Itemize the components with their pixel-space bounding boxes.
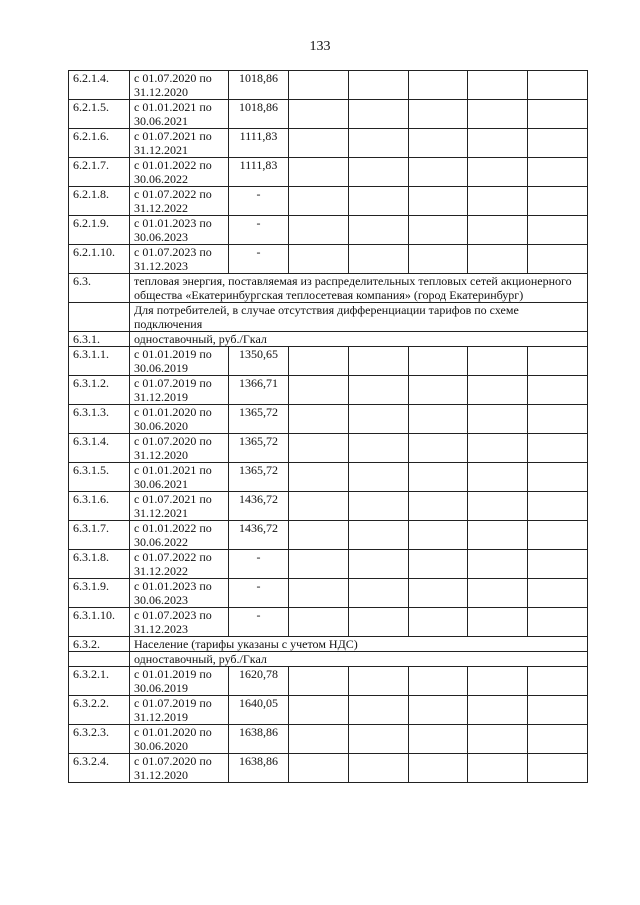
empty-cell [289,71,349,100]
period-cell [130,100,229,129]
period-cell [130,347,229,376]
table-row [69,696,588,725]
period-cell [130,579,229,608]
period-line: 31.12.2021 [134,143,188,157]
period-line: с 01.07.2023 по [134,245,212,259]
section-row [69,652,588,667]
empty-cell [528,492,588,521]
period-line: 30.06.2019 [134,681,188,695]
period-line: 31.12.2019 [134,710,188,724]
empty-cell [408,696,468,725]
table-row [69,129,588,158]
period-cell [130,245,229,274]
table-row [69,521,588,550]
period-cell [130,187,229,216]
empty-cell [348,521,408,550]
tariff-value: 1640,05 [229,696,289,725]
period-line: 30.06.2020 [134,739,188,753]
period-line: 31.12.2020 [134,448,188,462]
empty-cell [348,550,408,579]
empty-cell [528,376,588,405]
empty-cell [468,492,528,521]
period-cell [130,754,229,783]
empty-cell [408,71,468,100]
row-number: 6.3.2.3. [69,725,130,754]
empty-cell [528,405,588,434]
period-cell [130,463,229,492]
empty-cell [289,434,349,463]
table-row [69,245,588,274]
empty-cell [348,579,408,608]
empty-cell [289,216,349,245]
tariff-table-body [69,71,588,783]
empty-cell [468,71,528,100]
period-line: 30.06.2021 [134,477,188,491]
period-line: с 01.07.2019 по [134,376,212,390]
empty-cell [528,71,588,100]
empty-cell [468,754,528,783]
period-line: 30.06.2019 [134,361,188,375]
empty-cell [348,608,408,637]
period-line: с 01.01.2021 по [134,100,212,114]
empty-cell [408,158,468,187]
empty-cell [348,71,408,100]
empty-cell [528,187,588,216]
row-number: 6.2.1.8. [69,187,130,216]
tariff-value: - [229,579,289,608]
period-line: 30.06.2021 [134,114,188,128]
row-number: 6.3.1.8. [69,550,130,579]
tariff-value: 1436,72 [229,492,289,521]
section-number [69,652,130,667]
tariff-value: - [229,608,289,637]
period-line: с 01.01.2022 по [134,521,212,535]
row-number: 6.3.1.9. [69,579,130,608]
row-number: 6.3.1.10. [69,608,130,637]
row-number: 6.3.2.2. [69,696,130,725]
empty-cell [468,347,528,376]
period-line: с 01.07.2020 по [134,434,212,448]
period-cell [130,129,229,158]
empty-cell [289,245,349,274]
period-line: 30.06.2022 [134,535,188,549]
section-row [69,332,588,347]
empty-cell [289,347,349,376]
empty-cell [408,376,468,405]
period-cell [130,608,229,637]
period-cell [130,725,229,754]
tariff-value: - [229,245,289,274]
tariff-value: 1350,65 [229,347,289,376]
table-row [69,579,588,608]
empty-cell [348,187,408,216]
empty-cell [468,667,528,696]
table-row [69,608,588,637]
period-line: 31.12.2022 [134,201,188,215]
table-row [69,463,588,492]
section-number: 6.3.2. [69,637,130,652]
period-cell [130,158,229,187]
empty-cell [528,245,588,274]
row-number: 6.2.1.5. [69,100,130,129]
empty-cell [408,608,468,637]
period-cell [130,521,229,550]
period-cell [130,216,229,245]
row-number: 6.3.1.7. [69,521,130,550]
row-number: 6.3.2.4. [69,754,130,783]
tariff-value: 1111,83 [229,129,289,158]
period-line: 30.06.2023 [134,593,188,607]
empty-cell [468,187,528,216]
table-row [69,405,588,434]
tariff-table [68,70,588,783]
empty-cell [468,245,528,274]
empty-cell [289,521,349,550]
empty-cell [289,376,349,405]
empty-cell [348,347,408,376]
tariff-value: 1638,86 [229,725,289,754]
tariff-value: 1365,72 [229,434,289,463]
empty-cell [528,347,588,376]
empty-cell [408,550,468,579]
empty-cell [348,158,408,187]
tariff-value: 1018,86 [229,71,289,100]
row-number: 6.2.1.9. [69,216,130,245]
period-cell [130,492,229,521]
period-cell [130,696,229,725]
period-line: 31.12.2020 [134,768,188,782]
empty-cell [528,579,588,608]
section-heading: тепловая энергия, поставляемая из распределительных тепловых сетей акционерного общества «Екатеринбургская теплосетевая компания» (город Екатеринбург) [130,274,588,303]
empty-cell [289,492,349,521]
empty-cell [289,463,349,492]
empty-cell [348,100,408,129]
empty-cell [289,405,349,434]
period-line: с 01.07.2020 по [134,754,212,768]
table-row [69,347,588,376]
period-line: 31.12.2020 [134,85,188,99]
empty-cell [468,405,528,434]
empty-cell [348,245,408,274]
empty-cell [468,521,528,550]
tariff-value: - [229,216,289,245]
empty-cell [289,754,349,783]
period-cell [130,71,229,100]
period-line: 31.12.2022 [134,564,188,578]
empty-cell [289,550,349,579]
empty-cell [528,667,588,696]
empty-cell [528,725,588,754]
page-number: 133 [309,39,331,54]
section-number: 6.3.1. [69,332,130,347]
row-number: 6.3.2.1. [69,667,130,696]
empty-cell [528,521,588,550]
period-cell [130,550,229,579]
empty-cell [528,100,588,129]
empty-cell [348,492,408,521]
period-line: с 01.07.2022 по [134,550,212,564]
empty-cell [348,463,408,492]
empty-cell [528,216,588,245]
empty-cell [408,347,468,376]
period-line: с 01.07.2022 по [134,187,212,201]
period-line: 31.12.2019 [134,390,188,404]
empty-cell [528,158,588,187]
empty-cell [289,667,349,696]
table-row [69,376,588,405]
empty-cell [289,725,349,754]
row-number: 6.2.1.7. [69,158,130,187]
section-row [69,274,588,303]
empty-cell [289,608,349,637]
empty-cell [528,434,588,463]
period-cell [130,376,229,405]
empty-cell [408,187,468,216]
section-heading: Население (тарифы указаны с учетом НДС) [130,637,588,652]
empty-cell [348,696,408,725]
period-line: с 01.01.2023 по [134,579,212,593]
period-line: с 01.07.2023 по [134,608,212,622]
empty-cell [408,667,468,696]
tariff-value: 1366,71 [229,376,289,405]
empty-cell [468,216,528,245]
empty-cell [408,492,468,521]
period-line: 30.06.2022 [134,172,188,186]
period-cell [130,434,229,463]
empty-cell [408,725,468,754]
tariff-value: 1018,86 [229,100,289,129]
row-number: 6.2.1.4. [69,71,130,100]
empty-cell [289,129,349,158]
empty-cell [348,376,408,405]
empty-cell [408,129,468,158]
empty-cell [468,158,528,187]
empty-cell [468,550,528,579]
empty-cell [468,696,528,725]
empty-cell [348,129,408,158]
tariff-value: 1436,72 [229,521,289,550]
period-line: с 01.01.2019 по [134,667,212,681]
section-number: 6.3. [69,274,130,303]
empty-cell [348,434,408,463]
period-line: с 01.01.2020 по [134,725,212,739]
period-line: 30.06.2020 [134,419,188,433]
tariff-value: 1638,86 [229,754,289,783]
period-line: с 01.01.2022 по [134,158,212,172]
empty-cell [289,579,349,608]
empty-cell [468,100,528,129]
empty-cell [408,463,468,492]
row-number: 6.3.1.3. [69,405,130,434]
tariff-value: 1365,72 [229,405,289,434]
row-number: 6.2.1.6. [69,129,130,158]
period-line: с 01.01.2021 по [134,463,212,477]
empty-cell [408,754,468,783]
empty-cell [348,216,408,245]
empty-cell [408,579,468,608]
tariff-value: 1111,83 [229,158,289,187]
table-row [69,71,588,100]
table-row [69,725,588,754]
row-number: 6.3.1.1. [69,347,130,376]
period-line: 31.12.2023 [134,622,188,636]
table-row [69,550,588,579]
table-row [69,187,588,216]
tariff-value: 1365,72 [229,463,289,492]
period-cell [130,667,229,696]
table-row [69,158,588,187]
empty-cell [468,129,528,158]
period-line: 31.12.2021 [134,506,188,520]
empty-cell [289,187,349,216]
empty-cell [468,579,528,608]
section-row [69,303,588,332]
row-number: 6.3.1.5. [69,463,130,492]
empty-cell [289,158,349,187]
empty-cell [468,608,528,637]
empty-cell [528,754,588,783]
empty-cell [468,434,528,463]
tariff-value: - [229,187,289,216]
empty-cell [408,405,468,434]
empty-cell [408,216,468,245]
empty-cell [528,550,588,579]
empty-cell [408,521,468,550]
empty-cell [289,100,349,129]
section-row [69,637,588,652]
empty-cell [528,696,588,725]
empty-cell [348,667,408,696]
table-row [69,492,588,521]
empty-cell [348,405,408,434]
empty-cell [408,434,468,463]
table-row [69,754,588,783]
empty-cell [528,463,588,492]
empty-cell [528,129,588,158]
tariff-value: 1620,78 [229,667,289,696]
period-line: с 01.07.2021 по [134,492,212,506]
empty-cell [348,754,408,783]
period-line: 31.12.2023 [134,259,188,273]
period-line: с 01.07.2021 по [134,129,212,143]
section-heading: одноставочный, руб./Гкал [130,652,588,667]
period-line: с 01.01.2020 по [134,405,212,419]
period-line: с 01.07.2020 по [134,71,212,85]
empty-cell [408,100,468,129]
row-number: 6.3.1.6. [69,492,130,521]
period-cell [130,405,229,434]
period-line: с 01.07.2019 по [134,696,212,710]
empty-cell [408,245,468,274]
tariff-value: - [229,550,289,579]
section-heading: Для потребителей, в случае отсутствия дифференциации тарифов по схеме подключения [130,303,588,332]
empty-cell [468,376,528,405]
empty-cell [468,725,528,754]
empty-cell [528,608,588,637]
period-line: с 01.01.2019 по [134,347,212,361]
period-line: 30.06.2023 [134,230,188,244]
row-number: 6.3.1.2. [69,376,130,405]
table-row [69,100,588,129]
period-line: с 01.01.2023 по [134,216,212,230]
empty-cell [289,696,349,725]
row-number: 6.3.1.4. [69,434,130,463]
section-number [69,303,130,332]
table-row [69,216,588,245]
empty-cell [348,725,408,754]
table-row [69,667,588,696]
empty-cell [468,463,528,492]
row-number: 6.2.1.10. [69,245,130,274]
section-heading: одноставочный, руб./Гкал [130,332,588,347]
table-row [69,434,588,463]
